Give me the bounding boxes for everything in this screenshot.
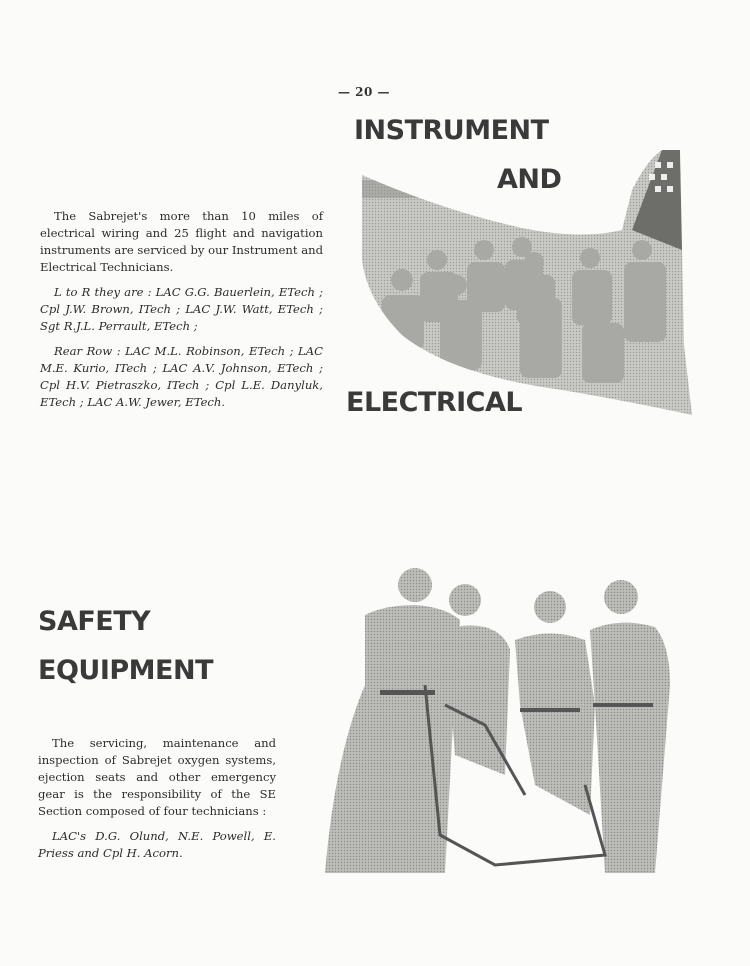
heading-equipment: EQUIPMENT xyxy=(38,655,213,686)
safety-equipment-names: LAC's D.G. Olund, N.E. Powell, E. Priess and Cpl H. Acorn. xyxy=(38,829,276,860)
instrument-electrical-front-row-names: L to R they are : LAC G.G. Bauerlein, ETech ; Cpl J.W. Brown, ITech ; LAC J.W. Watt, ETech ; Sgt R.J.L. Perrault, ETech ; xyxy=(40,285,323,333)
instrument-electrical-description: The Sabrejet's more than 10 miles of electrical wiring and 25 flight and navigation instruments are serviced by our Instrument and Electrical Technicians. xyxy=(40,209,323,274)
safety-equipment-text xyxy=(38,735,276,870)
heading-safety: SAFETY xyxy=(38,606,151,637)
instrument-electrical-text xyxy=(40,208,323,419)
heading-instrument: INSTRUMENT xyxy=(354,115,549,146)
safety-equipment-description: The servicing, maintenance and inspection of Sabrejet oxygen systems, ejection seats and other emergency gear is the responsibility of the SE Section composed of four technicians : xyxy=(38,736,276,818)
heading-electrical: ELECTRICAL xyxy=(346,387,523,418)
instrument-electrical-rear-row-names: Rear Row : LAC M.L. Robinson, ETech ; LAC M.E. Kurio, ITech ; LAC A.V. Johnson, ETech ; Cpl H.V. Pietraszko, ITech ; Cpl L.E. Danyluk, ETech ; LAC A.W. Jewer, ETech. xyxy=(40,344,323,409)
photo-instrument-electrical-group xyxy=(362,150,692,415)
heading-and: AND xyxy=(497,164,562,195)
page-number: — 20 — xyxy=(338,85,391,99)
photo-safety-equipment-group xyxy=(325,555,700,873)
